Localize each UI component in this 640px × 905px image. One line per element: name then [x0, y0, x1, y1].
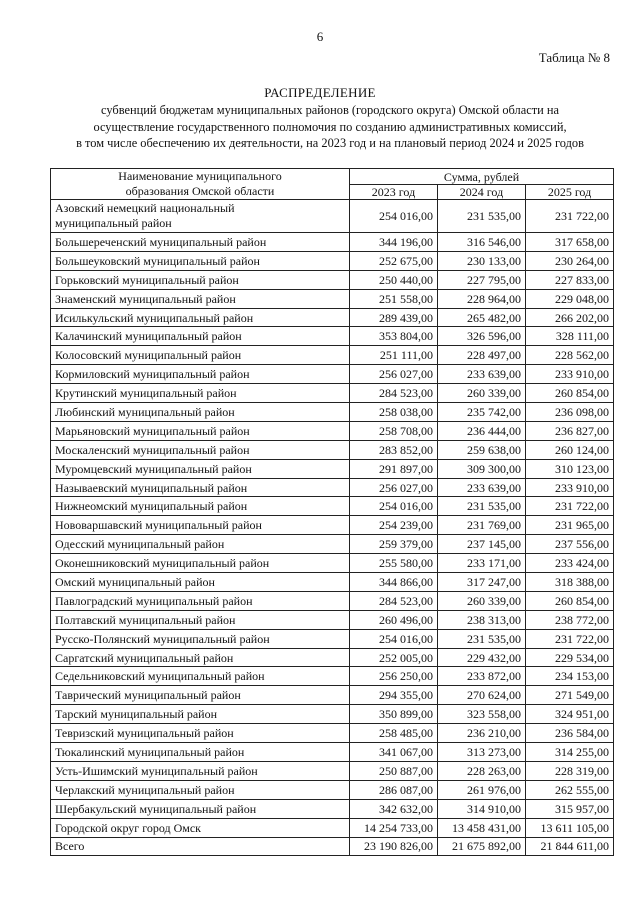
table-row: [51, 591, 614, 610]
row-name: Павлоградский муниципальный район: [51, 591, 350, 610]
row-name: Знаменский муниципальный район: [51, 289, 350, 308]
table-row: [51, 610, 614, 629]
value-2024: 317 247,00: [438, 573, 526, 592]
table-row: [51, 667, 614, 686]
table-row: [51, 384, 614, 403]
table-row: [51, 818, 614, 837]
value-2023: 258 485,00: [350, 724, 438, 743]
value-2024: 309 300,00: [438, 459, 526, 478]
value-2023: 283 852,00: [350, 440, 438, 459]
value-2025: 328 111,00: [526, 327, 614, 346]
table-row: [51, 648, 614, 667]
table-label: Таблица № 8: [538, 50, 610, 65]
value-2023: 256 027,00: [350, 365, 438, 384]
value-2025: 233 424,00: [526, 554, 614, 573]
table-row: [51, 761, 614, 780]
value-2023: 252 005,00: [350, 648, 438, 667]
row-name: Любинский муниципальный район: [51, 403, 350, 422]
row-name: Марьяновский муниципальный район: [51, 421, 350, 440]
value-2024: 233 639,00: [438, 478, 526, 497]
value-2023: 294 355,00: [350, 686, 438, 705]
row-name: [51, 200, 350, 233]
value-2024: 230 133,00: [438, 251, 526, 270]
table-row: [51, 200, 614, 233]
value-2025: 231 722,00: [526, 200, 614, 233]
value-2025: 260 854,00: [526, 591, 614, 610]
row-name: Нижнеомский муниципальный район: [51, 497, 350, 516]
table-row: [51, 629, 614, 648]
value-2023: 353 804,00: [350, 327, 438, 346]
row-name-line: Азовский немецкий национальный: [55, 201, 235, 215]
row-name: Русско-Полянский муниципальный район: [51, 629, 350, 648]
value-2025: 229 534,00: [526, 648, 614, 667]
subsidy-table: [50, 168, 614, 856]
value-2025: 231 722,00: [526, 629, 614, 648]
document-subtitle: [40, 102, 620, 152]
value-2025: 21 844 611,00: [526, 837, 614, 856]
row-name: Саргатский муниципальный район: [51, 648, 350, 667]
row-name: Тевризский муниципальный район: [51, 724, 350, 743]
subtitle-line: в том числе обеспечению их деятельности, на 2023 год и на плановый период 2024 и 2025 годов: [76, 136, 584, 150]
value-2025: 315 957,00: [526, 799, 614, 818]
row-name: Муромцевский муниципальный район: [51, 459, 350, 478]
subtitle-line: субвенций бюджетам муниципальных районов (городского округа) Омской области на: [101, 103, 559, 117]
header-2023: 2023 год: [350, 185, 438, 200]
value-2023: 344 866,00: [350, 573, 438, 592]
value-2025: 236 584,00: [526, 724, 614, 743]
value-2025: 231 965,00: [526, 516, 614, 535]
value-2025: 231 722,00: [526, 497, 614, 516]
value-2025: 233 910,00: [526, 478, 614, 497]
value-2024: 13 458 431,00: [438, 818, 526, 837]
value-2025: 229 048,00: [526, 289, 614, 308]
value-2023: 258 038,00: [350, 403, 438, 422]
value-2023: 14 254 733,00: [350, 818, 438, 837]
table-row: [51, 478, 614, 497]
value-2025: 317 658,00: [526, 233, 614, 252]
value-2023: 255 580,00: [350, 554, 438, 573]
value-2025: 324 951,00: [526, 705, 614, 724]
header-name-line: образования Омской области: [125, 184, 275, 198]
row-name: Шербакульский муниципальный район: [51, 799, 350, 818]
table-row: [51, 535, 614, 554]
value-2025: 236 827,00: [526, 421, 614, 440]
value-2023: 341 067,00: [350, 743, 438, 762]
value-2023: 350 899,00: [350, 705, 438, 724]
table-row: [51, 705, 614, 724]
value-2023: 254 239,00: [350, 516, 438, 535]
table-row: [51, 724, 614, 743]
value-2024: 21 675 892,00: [438, 837, 526, 856]
header-name-line: Наименование муниципального: [118, 169, 282, 183]
header-name-column: [51, 169, 350, 200]
value-2023: 291 897,00: [350, 459, 438, 478]
value-2025: 234 153,00: [526, 667, 614, 686]
value-2024: 228 263,00: [438, 761, 526, 780]
value-2024: 233 639,00: [438, 365, 526, 384]
value-2024: 231 535,00: [438, 629, 526, 648]
table-row: [51, 270, 614, 289]
value-2023: 23 190 826,00: [350, 837, 438, 856]
subtitle-line: осуществление государственного полномочия по созданию административных комиссий,: [93, 119, 567, 134]
row-name: Усть-Ишимский муниципальный район: [51, 761, 350, 780]
table-row: [51, 799, 614, 818]
table-row: [51, 573, 614, 592]
value-2023: 254 016,00: [350, 497, 438, 516]
row-name: Тюкалинский муниципальный район: [51, 743, 350, 762]
value-2024: 233 171,00: [438, 554, 526, 573]
value-2024: 261 976,00: [438, 780, 526, 799]
table-row: [51, 251, 614, 270]
value-2024: 260 339,00: [438, 384, 526, 403]
value-2024: 236 210,00: [438, 724, 526, 743]
document-title: РАСПРЕДЕЛЕНИЕ: [264, 85, 376, 100]
value-2023: 254 016,00: [350, 629, 438, 648]
value-2023: 256 250,00: [350, 667, 438, 686]
value-2023: 250 887,00: [350, 761, 438, 780]
value-2024: 228 497,00: [438, 346, 526, 365]
value-2025: 318 388,00: [526, 573, 614, 592]
row-name-line: муниципальный район: [55, 216, 172, 230]
value-2023: 252 675,00: [350, 251, 438, 270]
value-2024: 236 444,00: [438, 421, 526, 440]
row-name: Калачинский муниципальный район: [51, 327, 350, 346]
value-2024: 233 872,00: [438, 667, 526, 686]
value-2024: 227 795,00: [438, 270, 526, 289]
value-2024: 316 546,00: [438, 233, 526, 252]
value-2025: 237 556,00: [526, 535, 614, 554]
value-2025: 228 562,00: [526, 346, 614, 365]
value-2024: 231 769,00: [438, 516, 526, 535]
value-2024: 228 964,00: [438, 289, 526, 308]
value-2024: 323 558,00: [438, 705, 526, 724]
row-name: Седельниковский муниципальный район: [51, 667, 350, 686]
value-2023: 284 523,00: [350, 591, 438, 610]
row-name: Исилькульский муниципальный район: [51, 308, 350, 327]
value-2023: 256 027,00: [350, 478, 438, 497]
table-row: [51, 233, 614, 252]
row-name: Большереченский муниципальный район: [51, 233, 350, 252]
table-row: [51, 516, 614, 535]
row-name: Горьковский муниципальный район: [51, 270, 350, 289]
table-row: [51, 459, 614, 478]
table-row: [51, 403, 614, 422]
row-name: Оконешниковский муниципальный район: [51, 554, 350, 573]
value-2024: 231 535,00: [438, 200, 526, 233]
page-number: 6: [316, 29, 324, 44]
value-2024: 237 145,00: [438, 535, 526, 554]
value-2024: 314 910,00: [438, 799, 526, 818]
value-2025: 314 255,00: [526, 743, 614, 762]
value-2025: 262 555,00: [526, 780, 614, 799]
value-2024: 235 742,00: [438, 403, 526, 422]
value-2025: 13 611 105,00: [526, 818, 614, 837]
value-2023: 344 196,00: [350, 233, 438, 252]
row-name: Таврический муниципальный район: [51, 686, 350, 705]
header-2024: 2024 год: [438, 185, 526, 200]
value-2025: 233 910,00: [526, 365, 614, 384]
value-2025: 236 098,00: [526, 403, 614, 422]
row-name: Омский муниципальный район: [51, 573, 350, 592]
value-2023: 258 708,00: [350, 421, 438, 440]
table-row: [51, 308, 614, 327]
table-row: [51, 837, 614, 856]
row-name: Черлакский муниципальный район: [51, 780, 350, 799]
value-2024: 229 432,00: [438, 648, 526, 667]
value-2024: 313 273,00: [438, 743, 526, 762]
header-2025: 2025 год: [526, 185, 614, 200]
table-row: [51, 497, 614, 516]
value-2025: 266 202,00: [526, 308, 614, 327]
row-name: Москаленский муниципальный район: [51, 440, 350, 459]
value-2023: 284 523,00: [350, 384, 438, 403]
value-2023: 342 632,00: [350, 799, 438, 818]
value-2024: 259 638,00: [438, 440, 526, 459]
value-2025: 260 124,00: [526, 440, 614, 459]
value-2023: 260 496,00: [350, 610, 438, 629]
row-name: Всего: [51, 837, 350, 856]
table-row: [51, 289, 614, 308]
value-2025: 310 123,00: [526, 459, 614, 478]
value-2024: 265 482,00: [438, 308, 526, 327]
table-row: [51, 554, 614, 573]
row-name: Кормиловский муниципальный район: [51, 365, 350, 384]
value-2025: 260 854,00: [526, 384, 614, 403]
value-2025: 271 549,00: [526, 686, 614, 705]
value-2025: 230 264,00: [526, 251, 614, 270]
row-name: Полтавский муниципальный район: [51, 610, 350, 629]
value-2023: 250 440,00: [350, 270, 438, 289]
value-2024: 260 339,00: [438, 591, 526, 610]
value-2025: 228 319,00: [526, 761, 614, 780]
value-2023: 251 111,00: [350, 346, 438, 365]
value-2023: 251 558,00: [350, 289, 438, 308]
value-2023: 259 379,00: [350, 535, 438, 554]
row-name: Тарский муниципальный район: [51, 705, 350, 724]
value-2023: 289 439,00: [350, 308, 438, 327]
value-2025: 238 772,00: [526, 610, 614, 629]
table-row: [51, 327, 614, 346]
row-name: Нововаршавский муниципальный район: [51, 516, 350, 535]
value-2024: 270 624,00: [438, 686, 526, 705]
value-2023: 286 087,00: [350, 780, 438, 799]
header-sum: Сумма, рублей: [350, 169, 614, 185]
table-row: [51, 743, 614, 762]
value-2024: 231 535,00: [438, 497, 526, 516]
value-2023: 254 016,00: [350, 200, 438, 233]
value-2025: 227 833,00: [526, 270, 614, 289]
row-name: Называевский муниципальный район: [51, 478, 350, 497]
table-row: [51, 365, 614, 384]
table-row: [51, 440, 614, 459]
table-row: [51, 780, 614, 799]
table-row: [51, 421, 614, 440]
row-name: Крутинский муниципальный район: [51, 384, 350, 403]
value-2024: 326 596,00: [438, 327, 526, 346]
row-name: Колосовский муниципальный район: [51, 346, 350, 365]
table-row: [51, 686, 614, 705]
row-name: Одесский муниципальный район: [51, 535, 350, 554]
value-2024: 238 313,00: [438, 610, 526, 629]
row-name: Городской округ город Омск: [51, 818, 350, 837]
row-name: Большеуковский муниципальный район: [51, 251, 350, 270]
table-row: [51, 346, 614, 365]
